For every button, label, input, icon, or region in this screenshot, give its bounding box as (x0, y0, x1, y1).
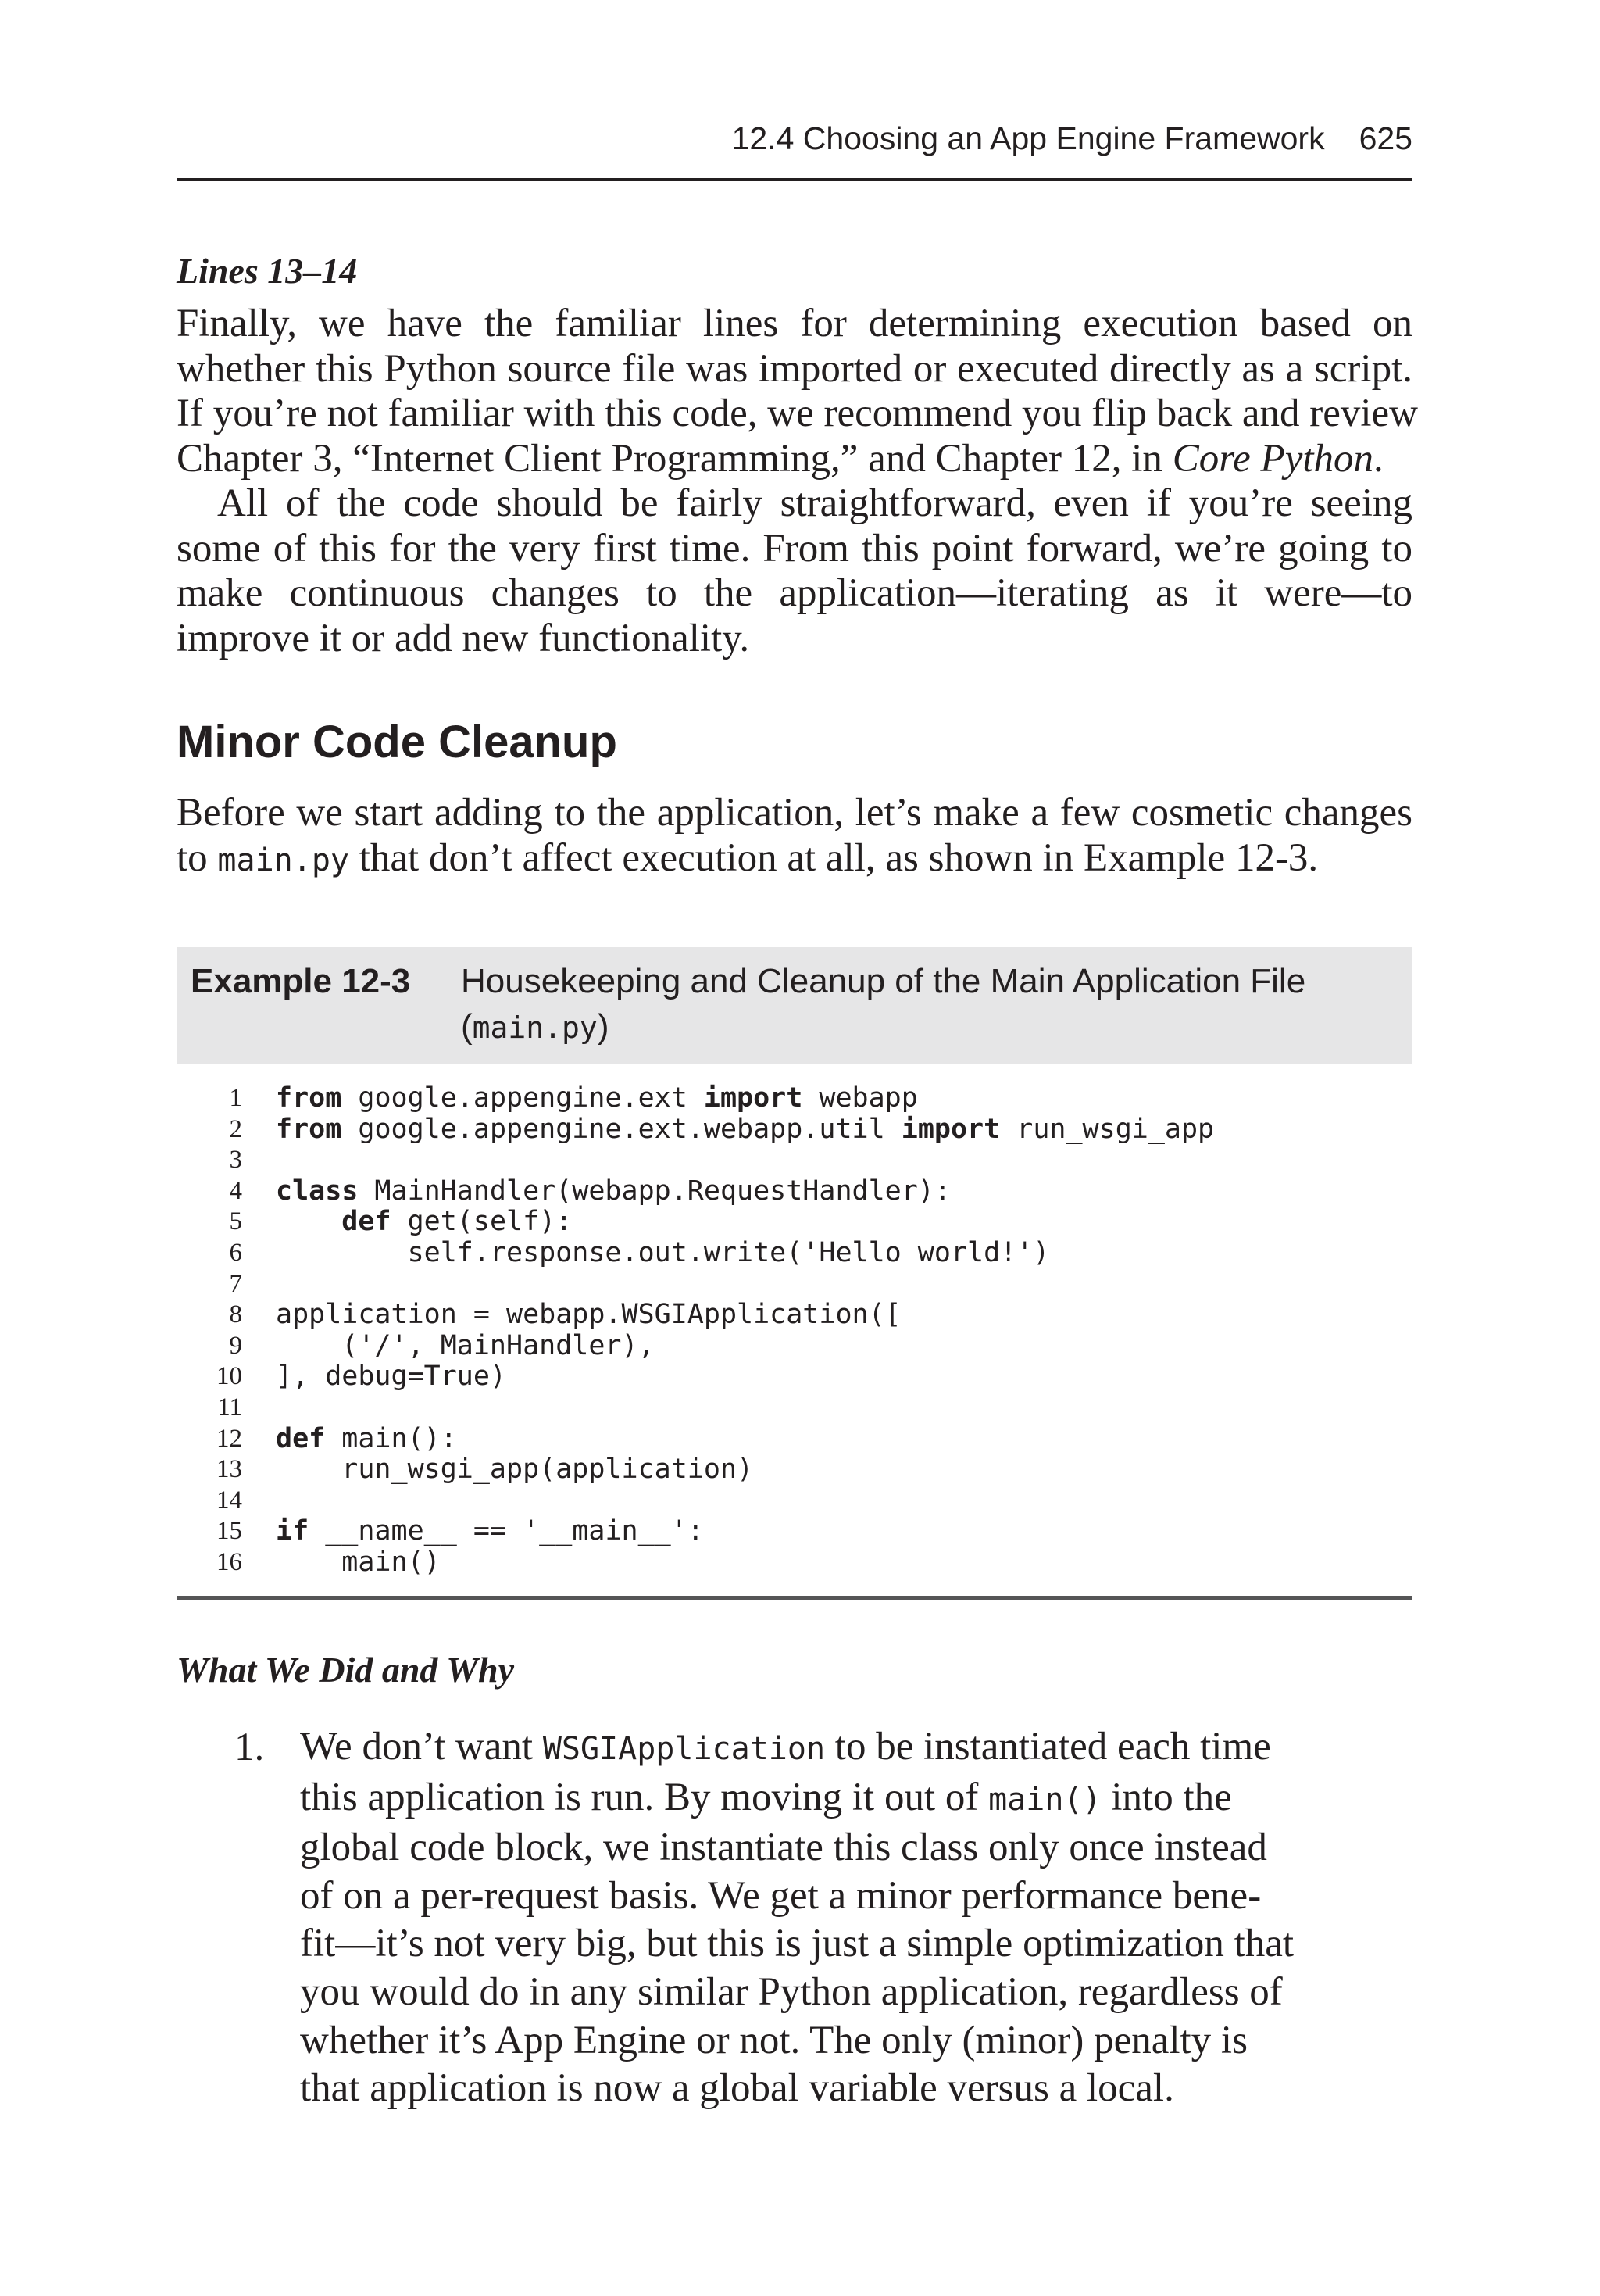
list-line: of on a per-request basis. We get a minor performance bene- (300, 1873, 1262, 1918)
code-keyword: def (341, 1206, 391, 1238)
list-item-number: 1. (234, 1726, 265, 1769)
code-listing (177, 1082, 1412, 1600)
list-line: that application is now a global variable versus a local. (300, 2066, 1174, 2111)
list-line: you would do in any similar Python application, regardless of (300, 1969, 1283, 2014)
paragraph-line (177, 836, 1412, 884)
inline-code: main.py (472, 1010, 598, 1045)
code-token: main(): (325, 1422, 457, 1454)
list-line (300, 1774, 1316, 1825)
inline-code: main.py (217, 842, 349, 878)
line-number: 15 (216, 1517, 242, 1546)
code-token: run_wsgi_app (1000, 1113, 1215, 1145)
code-token: MainHandler(webapp.RequestHandler): (358, 1175, 951, 1207)
paragraph-intro-example (177, 791, 1412, 883)
code-token: application = webapp.WSGIApplication([ (276, 1299, 902, 1331)
list-line: whether it’s App Engine or not. The only (minor) penalty is (300, 2018, 1248, 2062)
code-keyword: import (901, 1113, 1001, 1145)
text-run: into the (1101, 1775, 1232, 1819)
code-text (276, 1423, 457, 1454)
paragraph-line: whether this Python source file was imported or executed directly as a script. (177, 346, 1412, 391)
line-number: 2 (229, 1114, 242, 1143)
paragraph-line: improve it or add new functionality. (177, 616, 750, 660)
section-heading: Minor Code Cleanup (177, 717, 617, 767)
code-token: ], debug=True) (276, 1361, 507, 1393)
inline-code: WSGIApplication (542, 1731, 826, 1767)
line-number: 12 (216, 1424, 242, 1453)
inline-code: main() (988, 1781, 1102, 1818)
code-text (276, 1082, 918, 1114)
paragraph-line: make continuous changes to the application—iterating as it were—to (177, 571, 1412, 615)
line-number: 1 (229, 1084, 242, 1112)
code-text (276, 1547, 441, 1578)
code-token (276, 1206, 341, 1237)
line-number: 16 (216, 1548, 242, 1576)
paragraph-lines-13-14 (177, 302, 1418, 481)
line-number: 10 (216, 1362, 242, 1391)
book-title-core-python: Core Python (1172, 436, 1374, 481)
code-text (276, 1299, 902, 1330)
code-keyword: if (276, 1515, 309, 1547)
paragraph-line: some of this for the very first time. From this point forward, we’re going to (177, 526, 1412, 570)
code-keyword: def (276, 1422, 326, 1454)
code-keyword: from (276, 1082, 342, 1114)
text-run: . (1373, 436, 1384, 481)
code-text (276, 1454, 753, 1485)
paragraph-line: All of the code should be fairly straightforward, even if you’re seeing (217, 481, 1412, 525)
example-title (461, 959, 1398, 1050)
code-token: run_wsgi_app(application) (276, 1454, 754, 1486)
code-token: webapp (802, 1082, 918, 1114)
line-number: 11 (217, 1393, 242, 1422)
text-run: ( (461, 1007, 473, 1046)
code-keyword: from (276, 1113, 342, 1145)
list-item-text (300, 1723, 1316, 2113)
example-title-line (461, 1004, 1398, 1050)
example-header (177, 947, 1412, 1064)
code-token: ('/', MainHandler), (276, 1329, 655, 1361)
line-number: 8 (229, 1300, 242, 1329)
code-text (276, 1361, 506, 1392)
running-head (177, 119, 1412, 181)
code-keyword: class (276, 1175, 359, 1207)
paragraph-line: Finally, we have the familiar lines for determining execution based on (177, 302, 1412, 345)
code-token: self.response.out.write('Hello world!') (276, 1237, 1050, 1268)
line-number: 3 (229, 1146, 242, 1175)
code-text (276, 1237, 1049, 1268)
page-number: 625 (1359, 120, 1412, 156)
list-line: global code block, we instantiate this class only once instead (300, 1826, 1267, 1870)
line-number: 9 (229, 1331, 242, 1360)
code-text (276, 1330, 655, 1361)
paragraph-line: If you’re not familiar with this code, we recommend you flip back and review (177, 392, 1418, 435)
line-number: 6 (229, 1239, 242, 1267)
code-text (276, 1175, 951, 1207)
text-run: We don’t want (300, 1725, 543, 1768)
line-number: 4 (229, 1176, 242, 1205)
code-text (276, 1114, 1214, 1145)
running-head-section: 12.4 Choosing an App Engine Framework (731, 120, 1325, 156)
list-line (300, 1723, 1316, 1774)
code-token: get(self): (391, 1206, 573, 1238)
text-run: to be instantiated each time (825, 1725, 1271, 1768)
code-token: google.appengine.ext.webapp.util (341, 1113, 902, 1145)
what-we-did-heading: What We Did and Why (177, 1650, 514, 1690)
code-text (276, 1515, 704, 1547)
text-run: this application is run. By moving it out of (300, 1775, 989, 1819)
line-number: 14 (216, 1486, 242, 1515)
code-token: __name__ == '__main__': (309, 1515, 704, 1547)
code-keyword: import (703, 1082, 803, 1114)
paragraph-line (177, 437, 1412, 482)
paragraph-straightforward (177, 481, 1412, 661)
code-token: google.appengine.ext (341, 1082, 704, 1114)
text-run: Chapter 3, “Internet Client Programming,” and Chapter 12, in (177, 436, 1173, 481)
text-run: to (177, 835, 218, 880)
text-run: ) (597, 1007, 609, 1046)
line-number: 7 (229, 1269, 242, 1298)
list-line: fit—it’s not very big, but this is just a simple optimization that (300, 1922, 1295, 1966)
lines-heading: Lines 13–14 (177, 251, 358, 291)
paragraph-line: Before we start adding to the application, let’s make a few cosmetic changes (177, 791, 1412, 835)
text-run: that don’t affect execution at all, as shown in Example 12-3. (349, 835, 1319, 880)
example-label: Example 12-3 (191, 962, 411, 1000)
line-number: 13 (216, 1455, 242, 1484)
code-token: main() (276, 1547, 441, 1578)
code-text (276, 1206, 572, 1237)
example-title-line: Housekeeping and Cleanup of the Main Application File (461, 962, 1306, 1000)
line-number: 5 (229, 1207, 242, 1236)
